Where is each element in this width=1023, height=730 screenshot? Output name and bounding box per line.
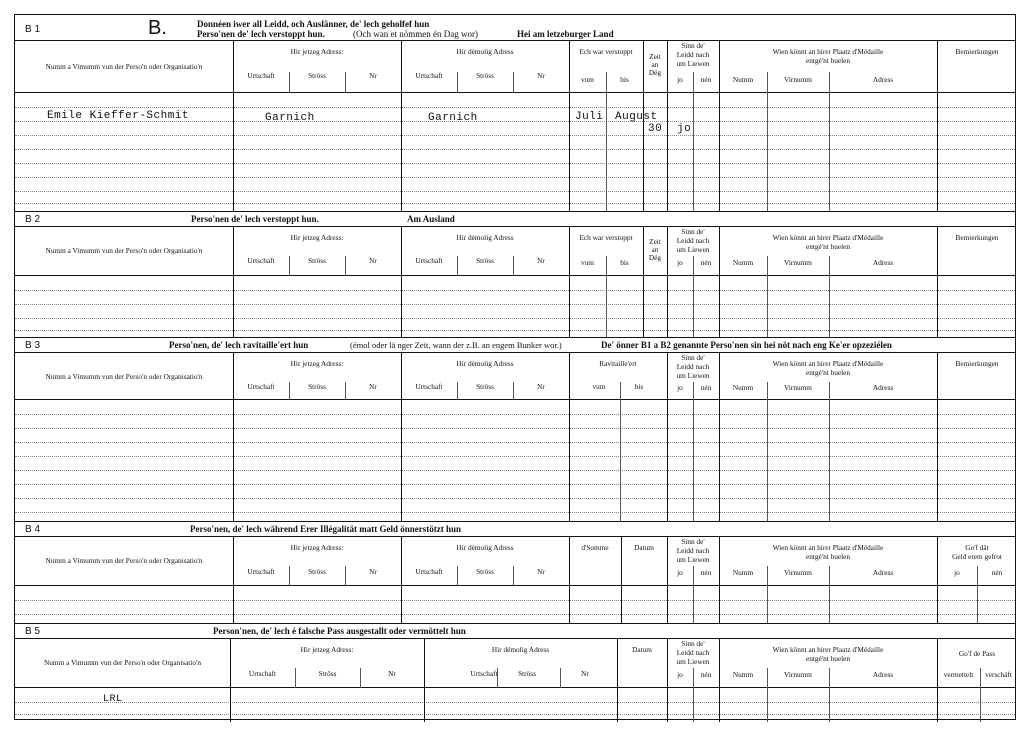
no-header: nén	[700, 670, 712, 679]
section-code: B 1	[25, 24, 41, 35]
place-header: Urtschaft	[470, 669, 498, 678]
name-header: Numm a Vimumm vun der Perso'n oder Organisatio'n	[45, 556, 203, 565]
entry-name: Emile Kieffer-Schmit	[47, 110, 190, 122]
table-header	[15, 226, 1015, 276]
place-header: Urtschaft	[247, 256, 275, 265]
name-header: Numm a Vimumm vun der Perso'n oder Organisatio'n	[45, 372, 203, 381]
no-header: nén	[700, 258, 712, 267]
remarks-header: Bemierkungen	[955, 359, 999, 368]
section-code: B 2	[25, 214, 41, 225]
place-header: Urtschaft	[415, 382, 443, 391]
current-address-header: Hir jetzeg Adress:	[290, 543, 344, 552]
no-header: nén	[700, 568, 712, 577]
form-letter: B.	[148, 17, 167, 39]
remarks-header: Bemierkungen	[955, 233, 999, 242]
medal-first-header: Virnumm	[784, 258, 812, 267]
place-header: Urtschaft	[247, 567, 275, 576]
nr-header: Nr	[369, 71, 377, 80]
place-header: Urtschaft	[247, 71, 275, 80]
section-code: B 4	[25, 524, 41, 535]
days-header: Zeit	[649, 237, 661, 246]
current-address-header: Hir jetzeg Adress:	[290, 359, 344, 368]
table-header	[15, 352, 1015, 400]
section-code: B 3	[25, 340, 41, 351]
street-header: Ströss	[308, 256, 326, 265]
medal-name-header: Numm	[732, 670, 754, 679]
place-header: Urtschaft	[247, 382, 275, 391]
sum-header: d'Somme	[581, 543, 609, 552]
section-code: B 5	[25, 626, 41, 637]
street-header: Ströss	[476, 71, 494, 80]
nr-header: Nr	[537, 567, 545, 576]
harm-header: um Liewen	[676, 371, 710, 380]
date-header: Datum	[632, 645, 652, 654]
medal-header: Wien könnt an hirer Plaatz d'Médaille	[772, 359, 884, 368]
nr-header: Nr	[369, 382, 377, 391]
days-header: Dég	[648, 253, 662, 262]
section-note: (émol oder lä nger Zeit, wann der z.B. an engem Bunker wor.)	[350, 340, 562, 350]
harm-header: Sinn de'	[681, 353, 705, 362]
nr-header: Nr	[537, 382, 545, 391]
place-header: Urtschaft	[415, 71, 443, 80]
section-b3	[15, 337, 1015, 521]
place-header: Urtschaft	[248, 669, 277, 678]
street-header: Ströss	[476, 256, 494, 265]
harm-header: Leidd nach	[676, 362, 710, 371]
street-header: Ströss	[518, 669, 536, 678]
created-header: verschäft	[985, 670, 1012, 679]
street-header: Ströss	[308, 71, 326, 80]
medal-address-header: Adress	[872, 568, 894, 577]
issued-header: vermettelt	[943, 670, 974, 679]
from-header: vum	[581, 75, 594, 84]
medal-name-header: Numm	[732, 75, 754, 84]
harm-header: um Liewen	[676, 555, 710, 564]
registration-form	[14, 14, 1016, 720]
medal-name-header: Numm	[732, 258, 754, 267]
harm-header: Sinn de'	[681, 537, 705, 546]
entry-current-place: Garnich	[265, 112, 315, 124]
entry-to: August	[615, 111, 658, 123]
days-header: an	[651, 245, 659, 254]
former-address-header: Hir démolig Adress	[456, 543, 514, 552]
harm-header: Leidd nach	[676, 648, 710, 657]
street-header: Ströss	[308, 382, 326, 391]
no-header: nén	[700, 383, 712, 392]
place-header: Urtschaft	[415, 567, 443, 576]
hid-header: Ech war verstoppt	[579, 233, 633, 242]
harm-header: Leidd nach	[676, 236, 710, 245]
yes-header: jo	[677, 568, 683, 577]
days-header: Dég	[648, 68, 662, 77]
medal-address-header: Adress	[872, 75, 894, 84]
to-header: bis	[620, 75, 629, 84]
former-address-header: Hir démolig Adress	[456, 359, 514, 368]
section-title: Perso'nen, de' lech ravitaille'ert hun	[169, 340, 309, 350]
entry-former-place: Garnich	[428, 112, 478, 124]
hid-header: Ech war verstoppt	[579, 47, 633, 56]
remarks-header: Bemierkungen	[955, 47, 999, 56]
medal-address-header: Adress	[872, 383, 894, 392]
money-back-header: Geld erem gefrot	[952, 552, 1002, 561]
medal-first-header: Virnumm	[784, 568, 812, 577]
medal-first-header: Virnumm	[784, 383, 812, 392]
street-header: Ströss	[476, 382, 494, 391]
street-header: Ströss	[476, 567, 494, 576]
harm-header: um Liewen	[676, 59, 710, 68]
table-header	[15, 40, 1015, 93]
entry-from: Juli	[575, 111, 604, 123]
medal-first-header: Virnumm	[784, 670, 812, 679]
medal-header: entgé'nt huelen	[805, 56, 851, 65]
medal-address-header: Adress	[872, 258, 894, 267]
section-location: Am Ausland	[407, 214, 455, 224]
pass-header: Go'f de Pass	[958, 649, 996, 658]
medal-header: Wien könnt an hirer Plaatz d'Médaille	[772, 233, 884, 242]
section-title: Donnéen iwer all Leidd, och Auslänner, de' lech geholfef hun	[197, 19, 430, 29]
name-header: Numm a Vimumm vun der Perso'n oder Organisatio'n	[44, 658, 201, 667]
section-title: Person'nen, de' lech é falsche Pass ausgestallt oder vermöttelt hun	[213, 626, 466, 636]
harm-header: um Liewen	[676, 245, 710, 254]
to-header: bis	[620, 258, 629, 267]
harm-header: Sinn de'	[681, 227, 705, 236]
harm-header: Leidd nach	[676, 50, 710, 59]
name-header: Numm a Vimumm vun der Perso'n oder Organisatio'n	[45, 62, 203, 71]
section-subtitle: Perso'nen de' lech verstoppt hun.	[197, 29, 325, 39]
medal-header: Wien könnt an hirer Plaatz d'Médaille	[772, 645, 884, 654]
entry-days: 30	[648, 123, 663, 135]
street-header: Ströss	[308, 567, 326, 576]
entry-harm-yes: jo	[677, 123, 692, 135]
section-location: Hei am letzeburger Land	[517, 29, 614, 39]
ravit-header: Ravitaille'ert	[599, 359, 637, 368]
medal-name-header: Numm	[732, 383, 754, 392]
days-header: Zeit	[649, 52, 661, 61]
yes-header: jo	[677, 75, 683, 84]
no-header: nén	[700, 75, 712, 84]
section-b2	[15, 211, 1015, 337]
from-header: vum	[581, 258, 594, 267]
medal-header: entgé'nt huelen	[805, 654, 851, 663]
name-header: Numm a Vimumm vun der Perso'n oder Organisatio'n	[45, 246, 203, 255]
no-header: nén	[991, 568, 1003, 577]
section-note: (Och wan et nömmen én Dag wor)	[353, 29, 478, 39]
table-header	[15, 638, 1015, 688]
yes-header: jo	[677, 258, 683, 267]
former-address-header: Hir démolig Adress	[456, 233, 514, 242]
medal-header: entgé'nt huelen	[805, 552, 851, 561]
medal-address-header: Adress	[872, 670, 894, 679]
harm-header: Sinn de'	[681, 41, 705, 50]
current-address-header: Hir jetzeg Adress:	[290, 47, 344, 56]
medal-name-header: Numm	[732, 568, 754, 577]
section-title: Perso'nen de' lech verstoppt hun.	[191, 214, 319, 224]
medal-header: Wien könnt an hirer Plaatz d'Médaille	[772, 47, 884, 56]
medal-header: Wien könnt an hirer Plaatz d'Médaille	[772, 543, 884, 552]
section-warning: De' önner B1 a B2 genannte Perso'nen sin hei nöt nach eng Ke'er opzeziélen	[601, 340, 892, 350]
street-header: Ströss	[318, 669, 337, 678]
place-header: Urtschaft	[415, 256, 443, 265]
days-header: an	[651, 60, 659, 69]
medal-first-header: Virnumm	[784, 75, 812, 84]
current-address-header: Hir jetzeg Adress:	[300, 645, 354, 654]
nr-header: Nr	[537, 256, 545, 265]
section-title: Perso'nen, de' lech während Erer Illégalität matt Geld önnerstötzt hun	[190, 524, 461, 534]
yes-header: jo	[954, 568, 960, 577]
from-header: vum	[592, 382, 606, 391]
nr-header: Nr	[581, 669, 589, 678]
former-address-header: Hir démolig Adress	[456, 47, 514, 56]
medal-header: entgé'nt huelen	[805, 368, 851, 377]
yes-header: jo	[677, 383, 683, 392]
yes-header: jo	[677, 670, 683, 679]
harm-header: um Liewen	[676, 657, 710, 666]
current-address-header: Hir jetzeg Adress:	[290, 233, 344, 242]
section-b4	[15, 521, 1015, 623]
entry-name: LRL	[103, 694, 123, 705]
table-header	[15, 536, 1015, 586]
section-b1	[15, 15, 1015, 211]
harm-header: Sinn de'	[681, 639, 705, 648]
medal-header: entgé'nt huelen	[805, 242, 851, 251]
date-header: Datum	[634, 543, 654, 552]
nr-header: Nr	[369, 567, 377, 576]
nr-header: Nr	[537, 71, 545, 80]
nr-header: Nr	[369, 256, 377, 265]
nr-header: Nr	[388, 669, 396, 678]
former-address-header: Hir démolig Adress	[491, 645, 550, 654]
money-back-header: Go'f dät	[965, 543, 989, 552]
harm-header: Leidd nach	[676, 546, 710, 555]
to-header: bis	[634, 382, 644, 391]
section-b5	[15, 623, 1015, 721]
